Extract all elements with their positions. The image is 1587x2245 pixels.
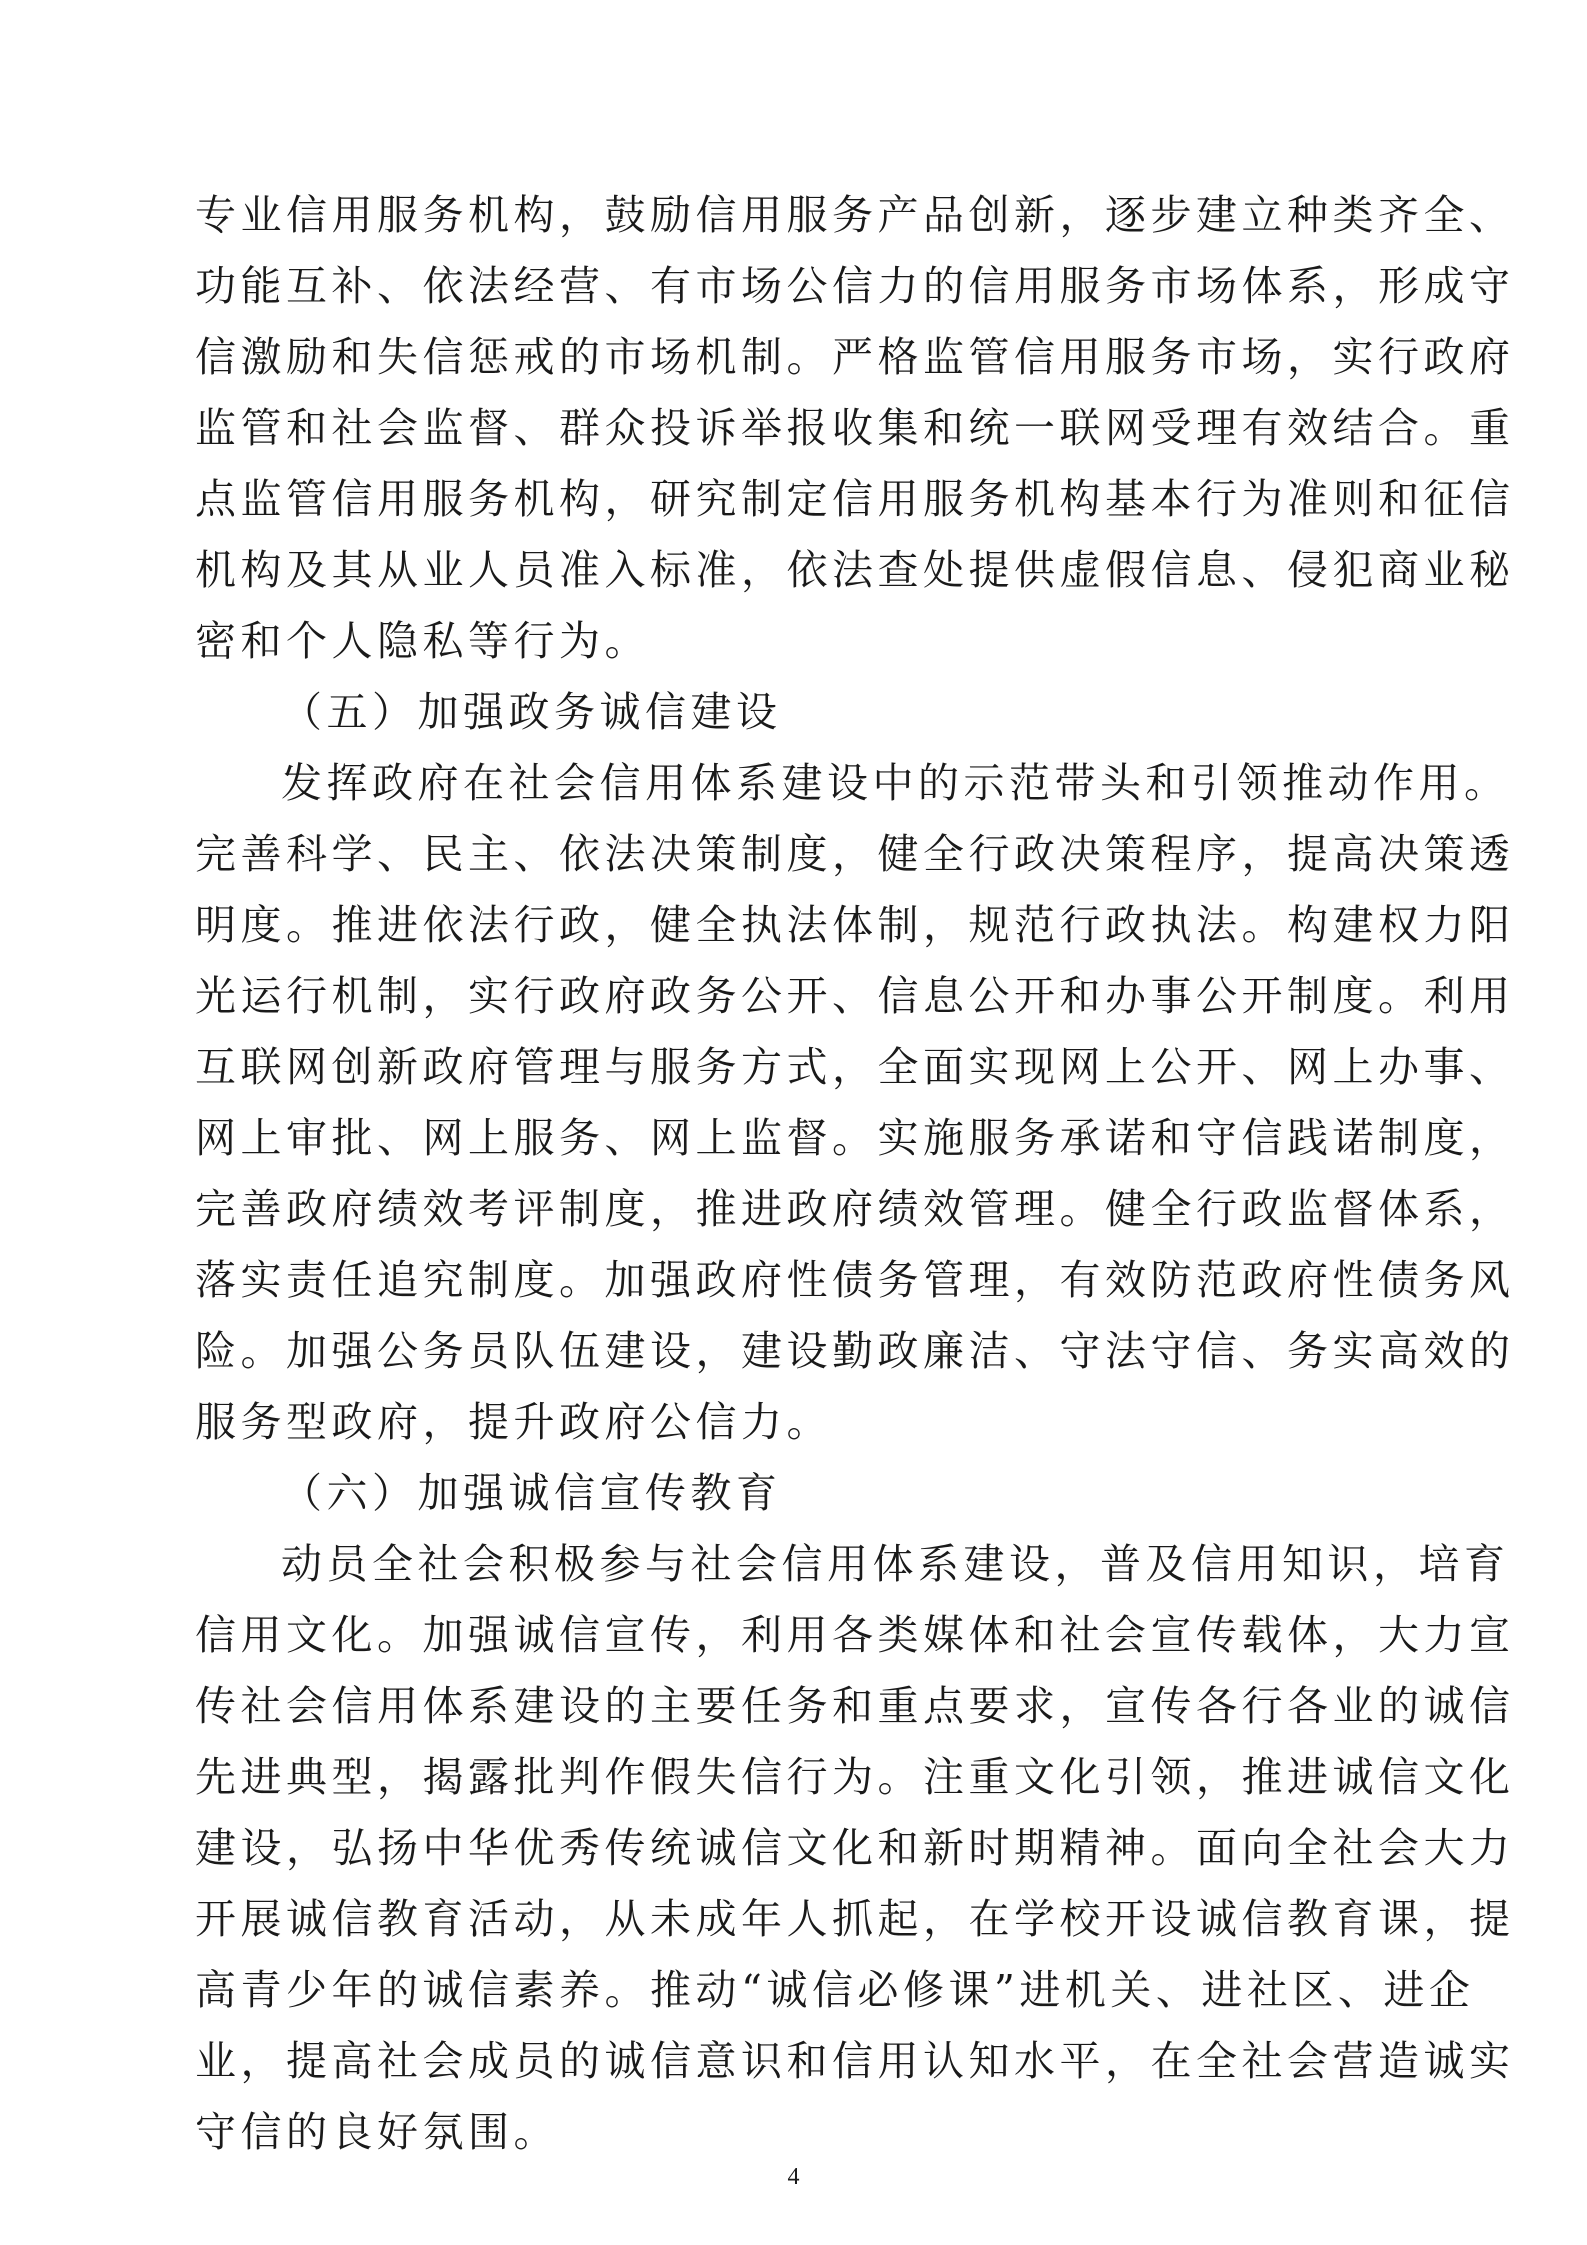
paragraph-line: 信激励和失信惩戒的市场机制。严格监管信用服务市场，实行政府 [195,333,1515,381]
document-body [195,180,1515,2168]
paragraph-line: 光运行机制，实行政府政务公开、信息公开和办事公开制度。利用 [195,972,1515,1020]
section-heading-5: （五）加强政务诚信建设 [281,688,782,736]
paragraph-line: 传社会信用体系建设的主要任务和重点要求，宣传各行各业的诚信 [195,1682,1515,1730]
paragraph-line: 动员全社会积极参与社会信用体系建设，普及信用知识，培育 [281,1540,1510,1588]
paragraph-line: 落实责任追究制度。加强政府性债务管理，有效防范政府性债务风 [195,1256,1515,1304]
paragraph-line: 点监管信用服务机构，研究制定信用服务机构基本行为准则和征信 [195,475,1515,523]
paragraph-line: 服务型政府，提升政府公信力。 [195,1398,832,1446]
paragraph-line: 建设，弘扬中华优秀传统诚信文化和新时期精神。面向全社会大力 [195,1824,1515,1872]
paragraph-line: 功能互补、依法经营、有市场公信力的信用服务市场体系，形成守 [195,262,1515,310]
page-number: 4 [787,2164,800,2190]
paragraph-line: 开展诚信教育活动，从未成年人抓起，在学校开设诚信教育课，提 [195,1895,1515,1943]
paragraph-line: 明度。推进依法行政，健全执法体制，规范行政执法。构建权力阳 [195,901,1515,949]
paragraph-line: 险。加强公务员队伍建设，建设勤政廉洁、守法守信、务实高效的 [195,1327,1515,1375]
paragraph-line: 完善科学、民主、依法决策制度，健全行政决策程序，提高决策透 [195,830,1515,878]
paragraph-line: 信用文化。加强诚信宣传，利用各类媒体和社会宣传载体，大力宣 [195,1611,1515,1659]
paragraph-line: 业，提高社会成员的诚信意识和信用认知水平，在全社会营造诚实 [195,2037,1515,2085]
paragraph-line: 完善政府绩效考评制度，推进政府绩效管理。健全行政监督体系， [195,1185,1515,1233]
paragraph-line: 监管和社会监督、群众投诉举报收集和统一联网受理有效结合。重 [195,404,1515,452]
paragraph-line: 守信的良好氛围。 [195,2108,559,2156]
paragraph-line: 网上审批、网上服务、网上监督。实施服务承诺和守信践诺制度， [195,1114,1515,1162]
paragraph-line: 密和个人隐私等行为。 [195,617,650,665]
paragraph-line: 互联网创新政府管理与服务方式，全面实现网上公开、网上办事、 [195,1043,1515,1091]
section-heading-6: （六）加强诚信宣传教育 [281,1469,782,1517]
paragraph-line: 高青少年的诚信素养。推动“诚信必修课”进机关、进社区、进企 [195,1966,1475,2014]
paragraph-line: 发挥政府在社会信用体系建设中的示范带头和引领推动作用。 [281,759,1510,807]
paragraph-line: 专业信用服务机构，鼓励信用服务产品创新，逐步建立种类齐全、 [195,191,1515,239]
paragraph-line: 先进典型，揭露批判作假失信行为。注重文化引领，推进诚信文化 [195,1753,1515,1801]
paragraph-line: 机构及其从业人员准入标准，依法查处提供虚假信息、侵犯商业秘 [195,546,1515,594]
